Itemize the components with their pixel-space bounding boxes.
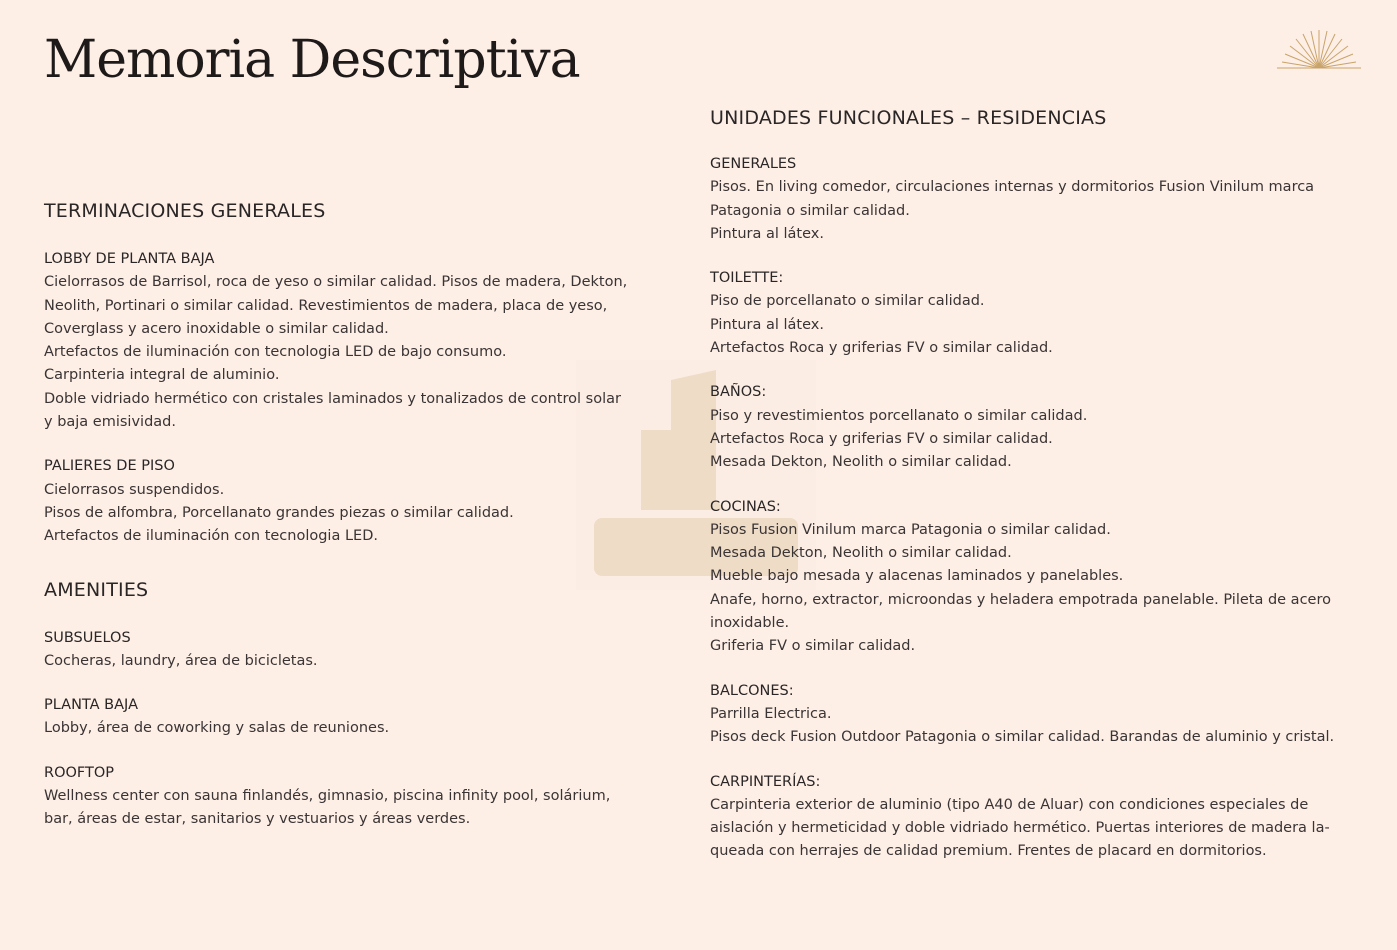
- block-heading: BALCONES:: [710, 682, 794, 699]
- content-block: [44, 627, 654, 674]
- body-text-line: Pisos deck Fusion Outdoor Patagonia o similar calidad. Barandas de aluminio y cristal.: [710, 729, 1335, 746]
- body-text-line: Parrilla Electrica.: [710, 705, 832, 722]
- block-heading: LOBBY DE PLANTA BAJA: [44, 251, 215, 267]
- content-block: [44, 762, 654, 832]
- body-text-line: Mesada Dekton, Neolith o similar calidad.: [710, 545, 1012, 562]
- body-text-line: Cielorrasos suspendidos.: [44, 481, 225, 498]
- content-block: [710, 381, 1370, 474]
- block-heading: GENERALES: [710, 156, 797, 172]
- body-text-line: y baja emisividad.: [44, 414, 176, 431]
- body-text-line: Mesada Dekton, Neolith o similar calidad.: [710, 454, 1012, 471]
- body-text-line: bar, áreas de estar, sanitarios y vestuarios y áreas verdes.: [44, 811, 471, 828]
- content-block: [710, 771, 1370, 864]
- block-heading: PLANTA BAJA: [44, 697, 138, 714]
- body-text-line: Carpinteria exterior de aluminio (tipo A40 de Aluar) con condiciones especiales de: [710, 796, 1309, 813]
- body-text-line: Neolith, Portinari o similar calidad. Revestimientos de madera, placa de yeso,: [44, 297, 608, 314]
- block-heading: ROOFTOP: [44, 764, 115, 781]
- block-heading: PALIERES DE PISO: [44, 458, 175, 475]
- body-text-line: Carpinteria integral de aluminio.: [44, 367, 280, 384]
- block-heading: BAÑOS:: [710, 384, 767, 401]
- body-text-line: Artefactos Roca y griferias FV o similar calidad.: [710, 340, 1053, 357]
- body-text-line: Artefactos de iluminación con tecnologia LED de bajo consumo.: [44, 344, 507, 361]
- body-text-line: inoxidable.: [710, 615, 790, 632]
- body-text-line: Pisos. En living comedor, circulaciones internas y dormitorios Fusion Vinilum marca: [710, 179, 1315, 196]
- content-block: [44, 248, 654, 434]
- body-text-line: Coverglass y acero inoxidable o similar calidad.: [44, 320, 389, 337]
- body-text-line: Pisos de alfombra, Porcellanato grandes piezas o similar calidad.: [44, 504, 514, 521]
- body-text-line: Mueble bajo mesada y alacenas laminados y panelables.: [710, 568, 1124, 585]
- body-text-line: Pisos Fusion Vinilum marca Patagonia o similar calidad.: [710, 521, 1111, 538]
- body-text-line: Piso y revestimientos porcellanato o similar calidad.: [710, 407, 1088, 424]
- body-text-line: Pintura al látex.: [710, 316, 824, 333]
- content-block: [710, 267, 1370, 360]
- section-title: TERMINACIONES GENERALES: [44, 200, 326, 222]
- block-heading: CARPINTERÍAS:: [710, 773, 821, 790]
- body-text-line: Wellness center con sauna finlandés, gimnasio, piscina infinity pool, solárium,: [44, 788, 611, 805]
- body-text-line: Cielorrasos de Barrisol, roca de yeso o similar calidad. Pisos de madera, Dekton,: [44, 274, 628, 291]
- left-column: [44, 196, 654, 853]
- body-text-line: Patagonia o similar calidad.: [710, 202, 910, 219]
- section-title: UNIDADES FUNCIONALES – RESIDENCIAS: [710, 107, 1107, 129]
- content-block: [44, 455, 654, 548]
- content-block: [710, 496, 1370, 659]
- page-title: Memoria Descriptiva: [44, 30, 580, 90]
- body-text-line: Artefactos de iluminación con tecnologia LED.: [44, 528, 378, 545]
- body-text-line: Artefactos Roca y griferias FV o similar calidad.: [710, 430, 1053, 447]
- block-heading: COCINAS:: [710, 498, 781, 515]
- content-block: [710, 680, 1370, 750]
- content-block: [44, 694, 654, 741]
- body-text-line: Pintura al látex.: [710, 225, 824, 242]
- body-text-line: aislación y hermeticidad y doble vidriado hermético. Puertas interiores de madera la-: [710, 820, 1330, 837]
- body-text-line: queada con herrajes de calidad premium. Frentes de placard en dormitorios.: [710, 843, 1267, 860]
- block-heading: TOILETTE:: [710, 270, 784, 287]
- body-text-line: Griferia FV o similar calidad.: [710, 638, 916, 655]
- content-block: [710, 153, 1370, 246]
- body-text-line: Doble vidriado hermético con cristales laminados y tonalizados de control solar: [44, 390, 621, 407]
- sunburst-logo-icon: [1277, 26, 1361, 76]
- body-text-line: Piso de porcellanato o similar calidad.: [710, 293, 985, 310]
- section-title: AMENITIES: [44, 578, 149, 601]
- right-column: [710, 103, 1370, 885]
- body-text-line: Lobby, área de coworking y salas de reuniones.: [44, 720, 390, 737]
- body-text-line: Anafe, horno, extractor, microondas y heladera empotrada panelable. Pileta de acero: [710, 591, 1331, 608]
- block-heading: SUBSUELOS: [44, 629, 131, 646]
- body-text-line: Cocheras, laundry, área de bicicletas.: [44, 652, 318, 669]
